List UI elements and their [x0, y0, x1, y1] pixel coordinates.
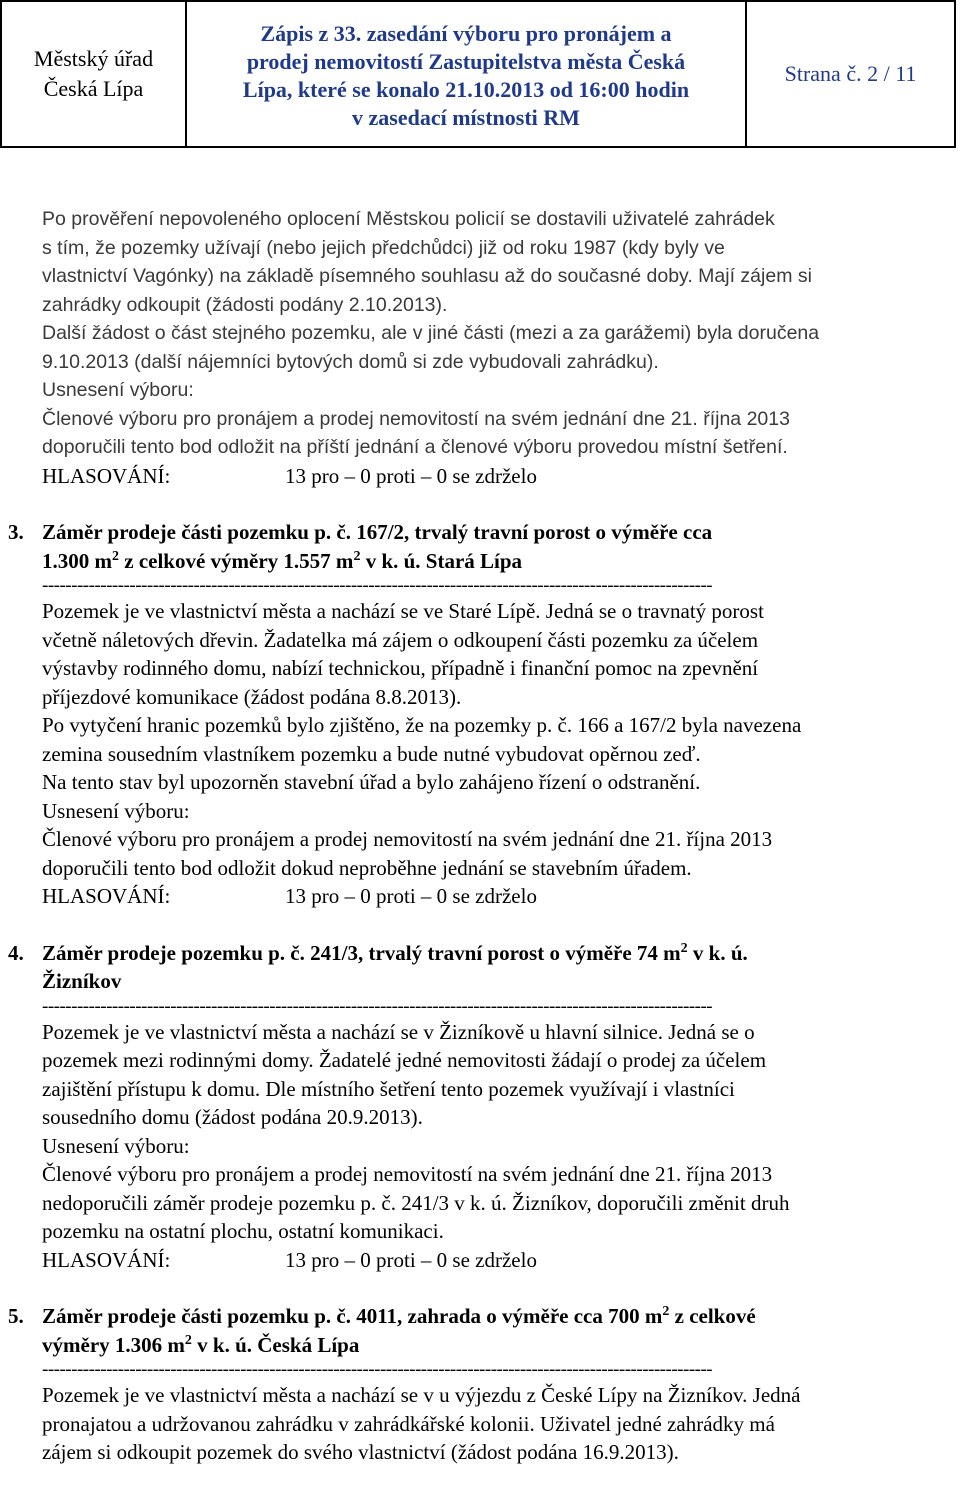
item-text: Na tento stav byl upozorněn stavební úřad a bylo zahájeno řízení o odstranění. — [42, 770, 701, 794]
separator: ------------------------------------------------------------------------------------------------------------------- — [42, 1359, 713, 1380]
item-text: pronajatou a udržovanou zahrádku v zahrádkářské kolonii. Uživatel jedné zahrádky má — [42, 1411, 775, 1436]
item-text: zemina sousedním vlastníkem pozemku a bude nutné vybudovat opěrnou zeď. — [42, 741, 701, 766]
resolution-line: doporučili tento bod odložit na příští jednání a členové výboru provedou místní šetření. — [42, 436, 788, 458]
item-text: včetně náletových dřevin. Žadatelka má zájem o odkoupení části pozemku za účelem — [42, 627, 759, 652]
item-text: zájem si odkoupit pozemek do svého vlastnictví (žádost podána 16.9.2013). — [42, 1440, 679, 1464]
separator: ------------------------------------------------------------------------------------------------------------------- — [42, 995, 713, 1017]
document-title — [187, 2, 747, 146]
vote-result: 13 pro – 0 proti – 0 se zdrželo — [285, 463, 537, 488]
office-name — [2, 2, 187, 146]
item-5-title — [8, 1302, 952, 1359]
separator: ------------------------------------------------------------------------------------------------------------------- — [42, 575, 713, 596]
item-text: Pozemek je ve vlastnictví města a nachází se v Žizníkově u hlavní silnice. Jedná se o — [42, 1019, 755, 1044]
title-line-1: Zápis z 33. zasedání výboru pro pronájem a — [260, 21, 672, 46]
intro-line-3: vlastnictví Vagónky) na základě písemného souhlasu až do současné doby. Mají zájem si — [42, 265, 812, 287]
item-title-line: Záměr prodeje části pozemku p. č. 4011, zahrada o výměře cca 700 $m^2$ z celkové — [42, 1304, 756, 1328]
office-line-2: Česká Lípa — [43, 76, 144, 101]
resolution-heading: Usnesení výboru: — [42, 1133, 190, 1158]
title-line-2: prodej nemovitostí Zastupitelstva města Česká — [246, 49, 686, 74]
item-number: 5. — [8, 1304, 24, 1328]
item-number: 3. — [8, 520, 24, 544]
item-title-line: výměry 1.306 $m^2$ v k. ú. Česká Lípa — [42, 1332, 360, 1357]
intro-line-5: Další žádost o část stejného pozemku, ale v jiné části (mezi a za garážemi) byla doručena — [42, 322, 820, 344]
office-line-1: Městský úřad — [33, 46, 154, 71]
resolution-line: Členové výboru pro pronájem a prodej nemovitostí na svém jednání dne 21. října 2013 — [42, 407, 790, 430]
title-line-3: Lípa, které se konalo 21.10.2013 od 16:00 hodin — [242, 77, 690, 102]
item-text: Pozemek je ve vlastnictví města a nachází se ve Staré Lípě. Jedná se o travnatý porost — [42, 599, 764, 623]
item-text: sousedního domu (žádost podána 20.9.2013). — [42, 1105, 423, 1129]
vote-label: HLASOVÁNÍ: — [42, 463, 171, 488]
item-text: Pozemek je ve vlastnictví města a nachází se v u výjezdu z České Lípy na Žizníkov. Jedná — [42, 1383, 801, 1407]
item-title-line: Žizníkov — [42, 969, 122, 993]
intro-line-2: s tím, že pozemky užívají (nebo jejich předchůdci) již od roku 1987 (kdy byly ve — [42, 236, 725, 259]
resolution-line: nedoporučili záměr prodeje pozemku p. č. 241/3 v k. ú. Žizníkov, doporučili změnit druh — [42, 1190, 790, 1215]
item-text: příjezdové komunikace (žádost podána 8.8.2013). — [42, 684, 462, 709]
vote-label: HLASOVÁNÍ: — [42, 1247, 171, 1272]
page-number-text: Strana č. 2 / 11 — [784, 61, 917, 86]
vote-result: 13 pro – 0 proti – 0 se zdrželo — [285, 884, 537, 908]
intro-line-6: 9.10.2013 (další nájemníci bytových domů si zde vybudovali zahrádku). — [42, 350, 659, 373]
vote-row — [42, 882, 952, 911]
vote-result: 13 pro – 0 proti – 0 se zdrželo — [285, 1247, 537, 1272]
item-title-line: Záměr prodeje části pozemku p. č. 167/2, trvalý travní porost o výměře cca — [42, 520, 713, 544]
item-title-line: 1.300 $m^2$ z celkové výměry 1.557 $m^2$ v k. ú. Stará Lípa — [42, 548, 523, 573]
resolution-heading: Usnesení výboru: — [42, 379, 194, 401]
item-number: 4. — [8, 940, 24, 965]
resolution-line: doporučili tento bod odložit dokud neproběhne jednání se stavebním úřadem. — [42, 855, 692, 880]
item-title-line: Záměr prodeje pozemku p. č. 241/3, trvalý travní porost o výměře 74 $m^2$ v k. ú. — [42, 940, 748, 965]
page-number — [747, 2, 954, 146]
vote-row — [42, 1246, 952, 1275]
item-text: výstavby rodinného domu, nabízí technickou, případně i finanční pomoc na zpevnění — [42, 656, 759, 680]
item-text: pozemek mezi rodinnými domy. Žadatelé jedné nemovitosti žádají o prodej za účelem — [42, 1048, 767, 1072]
document-body — [8, 205, 952, 1467]
item-text: Po vytyčení hranic pozemků bylo zjištěno, že na pozemky p. č. 166 a 167/2 byla navezena — [42, 713, 802, 737]
vote-row — [42, 462, 952, 491]
item-3-title — [8, 518, 952, 575]
vote-label: HLASOVÁNÍ: — [42, 884, 171, 908]
document-header — [0, 0, 956, 148]
resolution-line: pozemku na ostatní plochu, ostatní komunikaci. — [42, 1219, 444, 1243]
title-line-4: v zasedací místnosti RM — [352, 105, 580, 130]
resolution-line: Členové výboru pro pronájem a prodej nemovitostí na svém jednání dne 21. října 2013 — [42, 827, 773, 851]
intro-line-4: zahrádky odkoupit (žádosti podány 2.10.2013). — [42, 293, 448, 316]
intro-line-1: Po prověření nepovoleného oplocení Městskou policií se dostavili uživatelé zahrádek — [42, 208, 775, 230]
resolution-heading: Usnesení výboru: — [42, 798, 190, 823]
item-text: zajištění přístupu k domu. Dle místního šetření tento pozemek využívají i vlastníci — [42, 1076, 735, 1101]
resolution-line: Členové výboru pro pronájem a prodej nemovitostí na svém jednání dne 21. října 2013 — [42, 1162, 773, 1186]
item-4-title — [8, 939, 952, 996]
